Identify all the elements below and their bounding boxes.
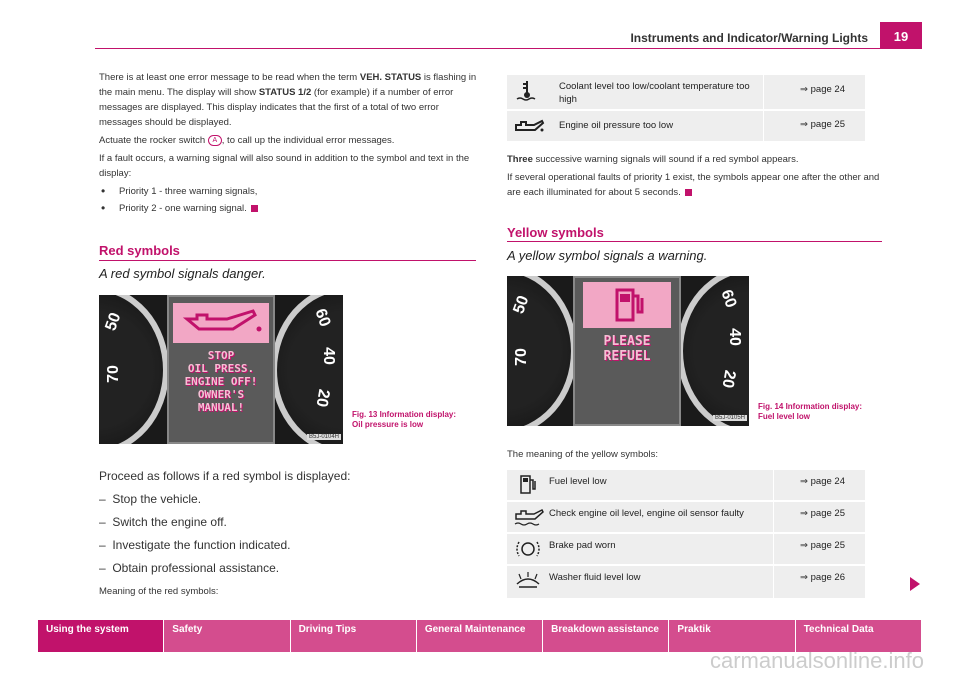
figure-code: B5J-0105H <box>715 415 746 421</box>
table-row: Coolant level too low/coolant temperature too high ⇒ page 24 <box>507 75 865 109</box>
section-end-mark <box>251 205 258 212</box>
info-display <box>573 276 681 426</box>
figure-14-caption: Fig. 14 Information display: Fuel level low <box>758 402 863 421</box>
step-item: – Investigate the function indicated. <box>99 538 291 552</box>
step-item: – Stop the vehicle. <box>99 492 202 506</box>
table-row: Engine oil pressure too low ⇒ page 25 <box>507 111 865 141</box>
next-page-arrow-icon[interactable] <box>910 577 920 591</box>
tab-safety[interactable]: Safety <box>164 620 290 652</box>
display-message: STOP OIL PRESS. ENGINE OFF! OWNER'S MANUAL! <box>184 349 258 414</box>
step-item: – Obtain professional assistance. <box>99 561 280 575</box>
proceed-steps <box>99 465 477 580</box>
page-link[interactable]: ⇒ page 26 <box>800 572 845 583</box>
display-message: PLEASE REFUEL <box>603 334 651 364</box>
fuel-pump-display-icon <box>583 282 671 328</box>
page-link[interactable]: ⇒ page 25 <box>800 119 845 130</box>
yellow-symbols-rule <box>507 241 882 242</box>
bullet-priority-2: • Priority 2 - one warning signal. <box>99 201 477 216</box>
tab-general-maintenance[interactable]: General Maintenance <box>417 620 543 652</box>
right-warning-text: Three successive warning signals will sound if a red symbol appears. If several operational faults of priority 1 exist, the symbols appear one after the other and are each illuminated for about 5 seconds. <box>507 154 880 198</box>
yellow-symbols-subtitle: A yellow symbol signals a warning. <box>507 248 708 263</box>
red-symbols-rule <box>99 260 476 261</box>
rocker-switch-marker: A <box>208 135 222 146</box>
paragraph-veh-status: There is at least one error message to be read when the term VEH. STATUS is flashing in the main menu. The display will show STATUS 1/2 (for example) if a number of error messages are displayed. This display indicates that the first of a total of two error messages should be displayed. <box>99 72 477 128</box>
table-row: Brake pad worn ⇒ page 25 <box>507 534 865 564</box>
page-link[interactable]: ⇒ page 24 <box>800 476 845 487</box>
tab-using-the-system[interactable]: Using the system <box>38 620 164 652</box>
tab-breakdown-assistance[interactable]: Breakdown assistance <box>543 620 669 652</box>
yellow-symbols-table <box>507 470 865 598</box>
red-symbols-table <box>507 75 865 141</box>
left-intro <box>99 70 477 218</box>
red-symbols-subtitle: A red symbol signals danger. <box>99 266 266 281</box>
washer-fluid-icon <box>511 570 545 592</box>
red-symbols-title: Red symbols <box>99 243 180 258</box>
tab-technical-data[interactable]: Technical Data <box>796 620 922 652</box>
figure-code: B5J-0104H <box>309 434 340 440</box>
page-link[interactable]: ⇒ page 25 <box>800 540 845 551</box>
table-row: Fuel level low ⇒ page 24 <box>507 470 865 500</box>
tab-driving-tips[interactable]: Driving Tips <box>291 620 417 652</box>
bullet-priority-1: • Priority 1 - three warning signals, <box>99 184 477 199</box>
oil-sensor-icon <box>511 506 545 528</box>
figure-14-fuel-low: 50 70 60 40 20 PLEASE REFUEL B5J-0105H <box>507 276 749 426</box>
speed-gauge-right <box>271 295 343 444</box>
page-link[interactable]: ⇒ page 24 <box>800 84 845 95</box>
section-end-mark <box>685 189 692 196</box>
table-row: Washer fluid level low ⇒ page 26 <box>507 566 865 598</box>
meaning-yellow-label: The meaning of the yellow symbols: <box>507 449 659 460</box>
yellow-symbols-title: Yellow symbols <box>507 225 604 240</box>
tab-praktik[interactable]: Praktik <box>669 620 795 652</box>
speed-gauge-right <box>677 276 749 426</box>
step-item: – Switch the engine off. <box>99 515 227 529</box>
proceed-intro: Proceed as follows if a red symbol is displayed: <box>99 469 351 483</box>
page-link[interactable]: ⇒ page 25 <box>800 508 845 519</box>
meaning-red-label: Meaning of the red symbols: <box>99 586 219 597</box>
table-row: Check engine oil level, engine oil sensor faulty ⇒ page 25 <box>507 502 865 532</box>
oil-can-display-icon <box>173 303 269 343</box>
paragraph-rocker: Actuate the rocker switch A , to call up the individual error messages. <box>99 135 395 146</box>
fuel-pump-icon <box>511 474 545 496</box>
header-rule <box>95 48 922 49</box>
page-number: 19 <box>880 22 922 48</box>
brake-pad-icon <box>511 538 545 560</box>
oil-can-icon <box>511 115 545 137</box>
info-display <box>167 295 275 444</box>
chapter-title: Instruments and Indicator/Warning Lights <box>630 31 868 45</box>
watermark: carmanualsonline.info <box>709 648 924 673</box>
paragraph-fault: If a fault occurs, a warning signal will also sound in addition to the symbol and text in the display: <box>99 153 470 179</box>
coolant-icon <box>511 79 545 101</box>
figure-13-caption: Fig. 13 Information display: Oil pressure is low <box>352 410 457 429</box>
figure-13-oil-pressure: 50 70 60 40 20 STOP OIL PRESS. ENGINE OFF! OWNER'S MANUAL! B5J-0104H <box>99 295 343 444</box>
